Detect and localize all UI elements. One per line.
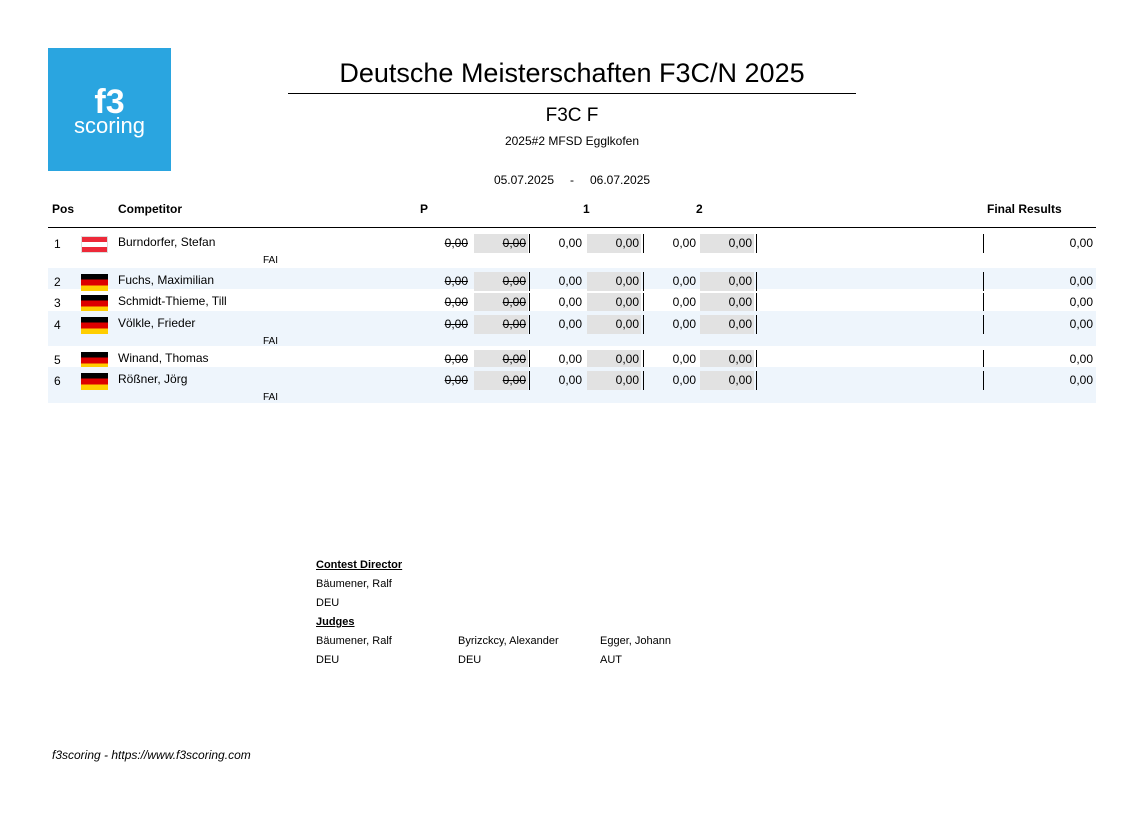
footer: f3scoring - https://www.f3scoring.com	[52, 748, 251, 762]
table-row	[48, 346, 1096, 367]
row-final: 0,00	[1069, 317, 1093, 331]
table-row	[48, 367, 1096, 403]
row-fai: FAI	[263, 336, 279, 347]
row-competitor: Rößner, Jörg	[118, 372, 188, 386]
header-round-2: 2	[696, 202, 703, 216]
row-competitor: Völkle, Frieder	[118, 316, 196, 330]
row-p-b: 0,00	[474, 293, 528, 312]
row-final: 0,00	[1069, 236, 1093, 250]
row-competitor: Winand, Thomas	[118, 351, 209, 365]
row-r1-b: 0,00	[587, 293, 641, 312]
page-title: Deutsche Meisterschaften F3C/N 2025	[288, 58, 856, 94]
row-divider	[756, 293, 757, 312]
row-r1-a: 0,00	[558, 317, 582, 331]
row-divider	[529, 234, 530, 253]
row-pos: 2	[54, 275, 61, 289]
row-p-b: 0,00	[474, 315, 528, 334]
germany-flag-icon	[81, 317, 108, 334]
austria-flag-icon	[81, 236, 108, 253]
row-divider	[643, 371, 644, 390]
row-fai: FAI	[263, 392, 279, 403]
row-fai: FAI	[263, 255, 279, 266]
row-competitor: Burndorfer, Stefan	[118, 235, 216, 249]
date-to: 06.07.2025	[590, 173, 651, 187]
row-p-b: 0,00	[474, 272, 528, 291]
date-from: 05.07.2025	[493, 173, 554, 187]
row-r1-b: 0,00	[587, 272, 641, 291]
judge-country: DEU	[316, 654, 340, 666]
header-p: P	[420, 202, 429, 216]
table-row	[48, 268, 1096, 289]
row-p-a: 0,00	[444, 295, 468, 309]
judge-name: Bäumener, Ralf	[316, 635, 392, 647]
f3scoring-logo	[48, 48, 171, 171]
judge-name: Egger, Johann	[600, 635, 671, 647]
contest-director-name: Bäumener, Ralf	[316, 578, 392, 590]
row-r2-a: 0,00	[672, 236, 696, 250]
row-r1-a: 0,00	[558, 274, 582, 288]
row-pos: 3	[54, 296, 61, 310]
table-row	[48, 230, 1096, 268]
row-pos: 6	[54, 374, 61, 388]
row-r2-a: 0,00	[672, 317, 696, 331]
row-r2-b: 0,00	[700, 272, 754, 291]
row-p-b: 0,00	[474, 371, 528, 390]
row-divider	[643, 315, 644, 334]
row-r2-a: 0,00	[672, 295, 696, 309]
header-divider	[48, 227, 1096, 228]
row-final: 0,00	[1069, 295, 1093, 309]
table-row	[48, 311, 1096, 346]
row-divider	[643, 234, 644, 253]
header-final-results: Final Results	[987, 202, 1062, 216]
row-divider	[756, 315, 757, 334]
header-competitor: Competitor	[118, 202, 182, 216]
judge-country: DEU	[458, 654, 482, 666]
header-round-1: 1	[583, 202, 590, 216]
row-r2-a: 0,00	[672, 352, 696, 366]
row-final: 0,00	[1069, 274, 1093, 288]
row-divider	[529, 315, 530, 334]
contest-director-country: DEU	[316, 597, 340, 609]
row-r2-b: 0,00	[700, 350, 754, 369]
judges-label: Judges	[316, 616, 355, 628]
row-final: 0,00	[1069, 373, 1093, 387]
date-separator: -	[570, 173, 574, 187]
germany-flag-icon	[81, 373, 108, 390]
header-pos: Pos	[52, 202, 75, 216]
row-r1-b: 0,00	[587, 350, 641, 369]
contest-director-label: Contest Director	[316, 559, 403, 571]
row-divider	[983, 315, 984, 334]
row-divider	[643, 293, 644, 312]
row-p-b: 0,00	[474, 234, 528, 253]
row-p-a: 0,00	[444, 373, 468, 387]
judge-name: Byrizckcy, Alexander	[458, 635, 559, 647]
row-divider	[983, 371, 984, 390]
officials	[316, 559, 402, 571]
class-title: F3C F	[545, 105, 599, 126]
row-pos: 4	[54, 318, 61, 332]
row-r2-a: 0,00	[672, 373, 696, 387]
row-p-a: 0,00	[444, 236, 468, 250]
row-r1-a: 0,00	[558, 295, 582, 309]
row-competitor: Fuchs, Maximilian	[118, 273, 215, 287]
row-r1-a: 0,00	[558, 373, 582, 387]
row-p-a: 0,00	[444, 317, 468, 331]
logo-line2: scoring	[74, 112, 145, 138]
row-divider	[756, 234, 757, 253]
table-row	[48, 289, 1096, 311]
row-r1-b: 0,00	[587, 371, 641, 390]
row-r1-a: 0,00	[558, 352, 582, 366]
row-p-a: 0,00	[444, 274, 468, 288]
row-r2-b: 0,00	[700, 315, 754, 334]
row-divider	[529, 293, 530, 312]
row-divider	[983, 234, 984, 253]
row-competitor: Schmidt-Thieme, Till	[118, 294, 227, 308]
row-p-b: 0,00	[474, 350, 528, 369]
row-divider	[983, 293, 984, 312]
logo-line1: f3	[94, 82, 125, 121]
row-r1-a: 0,00	[558, 236, 582, 250]
judge-country: AUT	[600, 654, 622, 666]
row-divider	[756, 371, 757, 390]
row-pos: 5	[54, 353, 61, 367]
row-r2-b: 0,00	[700, 371, 754, 390]
germany-flag-icon	[81, 295, 108, 312]
venue: 2025#2 MFSD Egglkofen	[504, 134, 640, 148]
row-r1-b: 0,00	[587, 234, 641, 253]
row-divider	[529, 371, 530, 390]
row-r2-b: 0,00	[700, 293, 754, 312]
row-r1-b: 0,00	[587, 315, 641, 334]
row-r2-a: 0,00	[672, 274, 696, 288]
row-final: 0,00	[1069, 352, 1093, 366]
row-pos: 1	[54, 237, 61, 251]
row-p-a: 0,00	[444, 352, 468, 366]
date-range	[288, 173, 856, 187]
row-r2-b: 0,00	[700, 234, 754, 253]
